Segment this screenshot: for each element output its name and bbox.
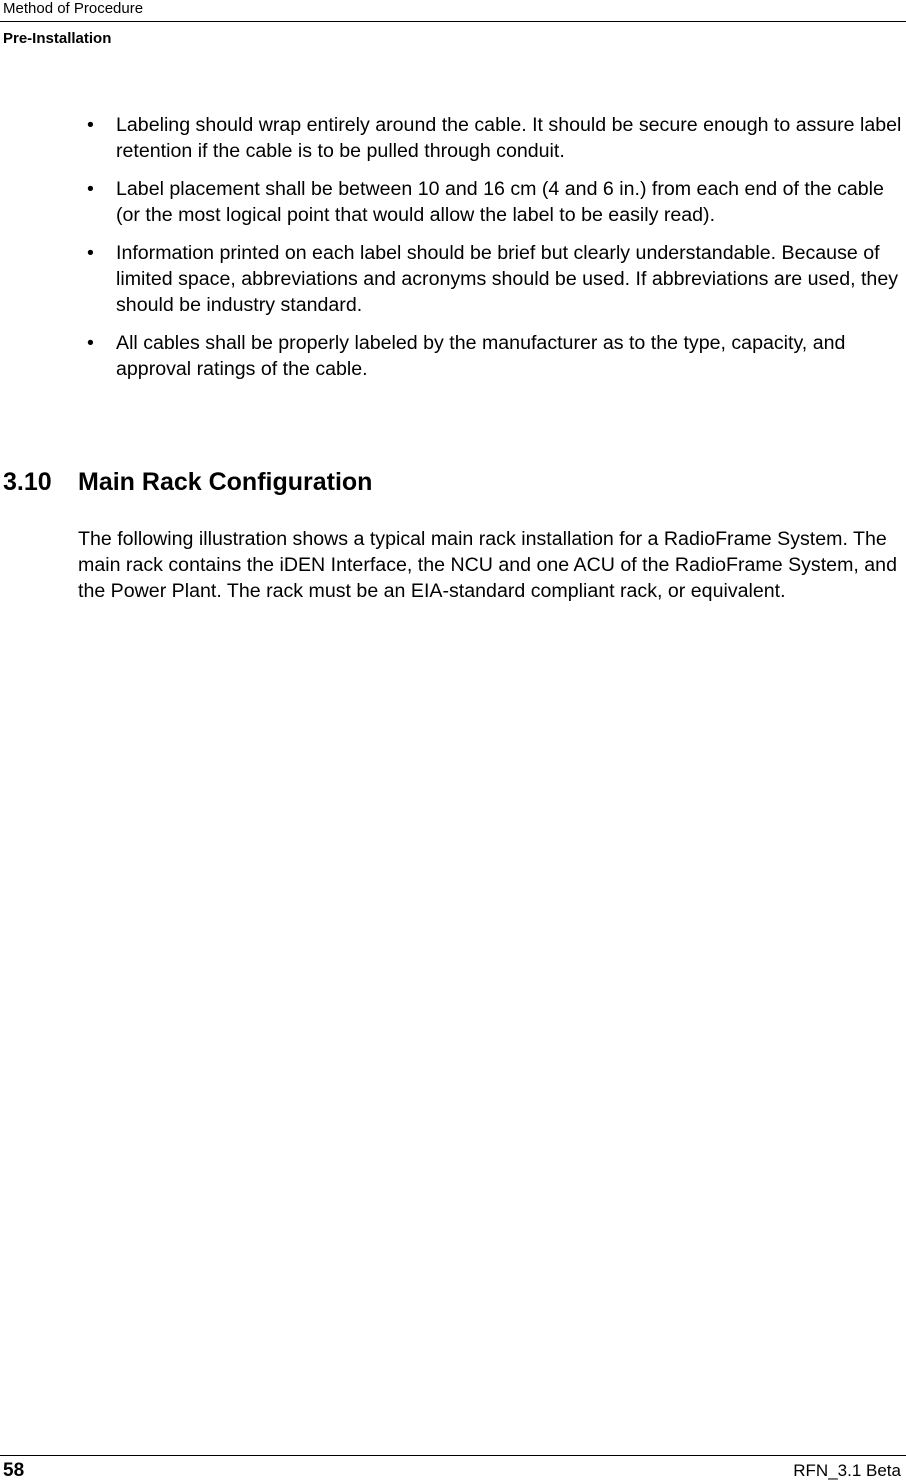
list-item — [87, 112, 902, 164]
list-item-text: Label placement shall be between 10 and 16 cm (4 and 6 in.) from each end of the cable (or the most logical point that would allow the label to be easily read). — [116, 178, 884, 226]
bullet-icon: • — [87, 114, 94, 136]
running-footer — [0, 1455, 906, 1483]
bullet-icon: • — [87, 332, 94, 354]
list-item-text: All cables shall be properly labeled by the manufacturer as to the type, capacity, and approval ratings of the cable. — [116, 332, 846, 380]
running-header — [0, 0, 906, 22]
bullet-list — [87, 112, 902, 394]
list-item — [87, 330, 902, 382]
bullet-icon: • — [87, 178, 94, 200]
document-title: Method of Procedure — [3, 0, 144, 17]
section-heading — [3, 466, 372, 498]
document-version: RFN_3.1 Beta — [793, 1461, 901, 1480]
list-item-text: Information printed on each label should be brief but clearly understandable. Because of limited space, abbreviations and acronyms should be used. If abbreviations are used, they should be industry standard. — [116, 242, 899, 316]
list-item — [87, 240, 902, 318]
body-paragraph: The following illustration shows a typical main rack installation for a RadioFrame System. The main rack contains the iDEN Interface, the NCU and one ACU of the RadioFrame System, and the Power Plant. The rack must be an EIA-standard compliant rack, or equivalent. — [78, 528, 897, 602]
list-item-text: Labeling should wrap entirely around the cable. It should be secure enough to assure label retention if the cable is to be pulled through conduit. — [116, 114, 902, 162]
page-number: 58 — [3, 1460, 25, 1481]
list-item — [87, 176, 902, 228]
section-title: Main Rack Configuration — [78, 468, 373, 496]
bullet-icon: • — [87, 242, 94, 264]
chapter-label: Pre-Installation — [3, 30, 112, 47]
section-number: 3.10 — [3, 468, 52, 496]
